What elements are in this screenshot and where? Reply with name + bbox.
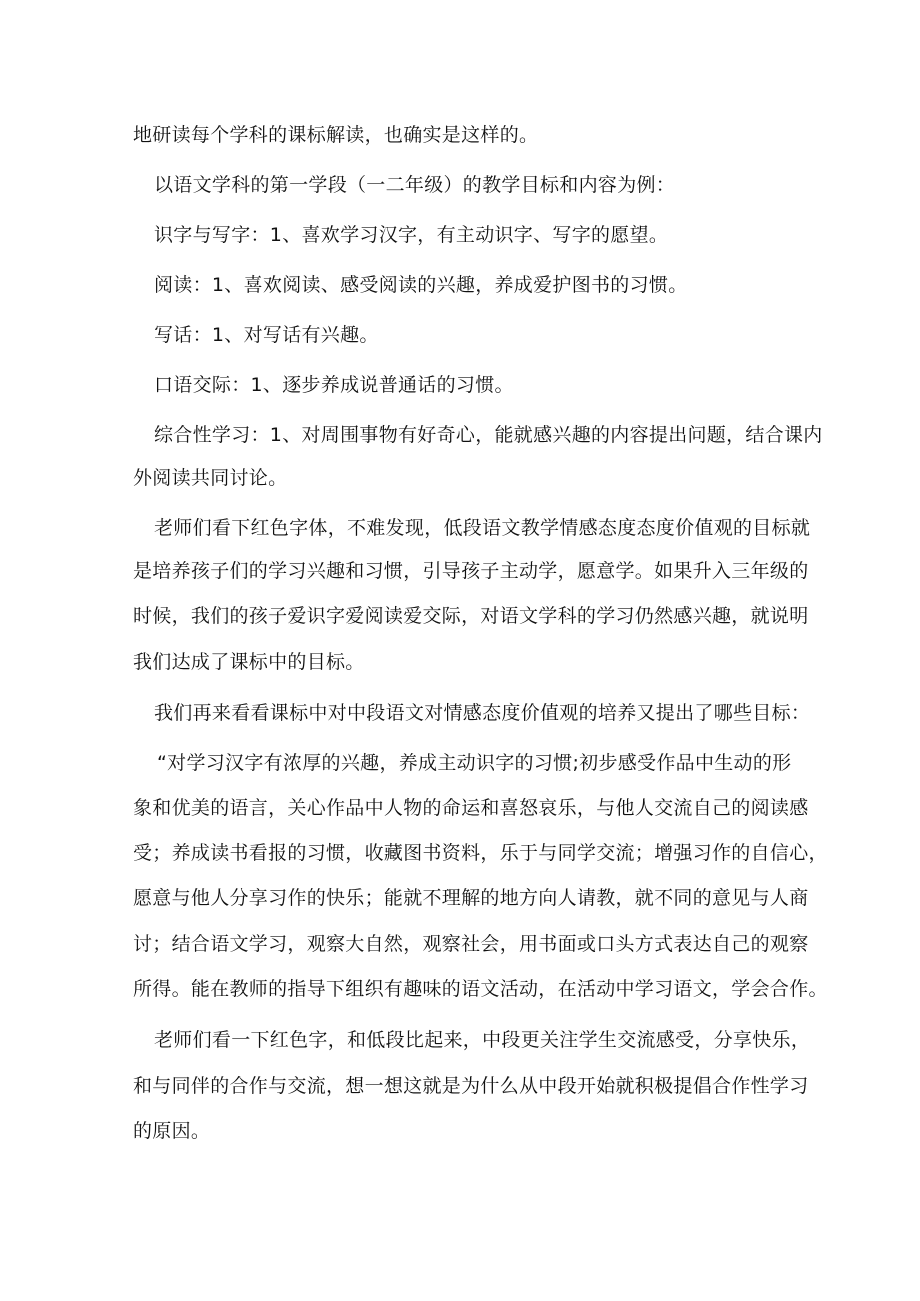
text-line: 老师们看一下红色字，和低段比起来，中段更关注学生交流感受，分享快乐，	[154, 1029, 811, 1051]
text-line: 识字与写字：1、喜欢学习汉字，有主动识字、写字的愿望。	[154, 224, 669, 246]
text-line: 受；养成读书看报的习惯，收藏图书资料，乐于与同学交流；增强习作的自信心，	[133, 842, 828, 864]
text-line: 和与同伴的合作与交流，想一想这就是为什么从中段开始就积极提倡合作性学习	[133, 1075, 809, 1097]
text-line: 外阅读共同讨论。	[133, 467, 288, 489]
text-line: 象和优美的语言，关心作品中人物的命运和喜怒哀乐，与他人交流自己的阅读感	[133, 797, 809, 819]
text-line: 的原因。	[133, 1120, 211, 1142]
text-line: 所得。能在教师的指导下组织有趣味的语文活动，在活动中学习语文，学会合作。	[133, 978, 828, 1000]
text-line: 写话：1、对写话有兴趣。	[154, 324, 379, 346]
text-line: 综合性学习：1、对周围事物有好奇心，能就感兴趣的内容提出问题，结合课内	[154, 424, 823, 446]
text-line: 是培养孩子们的学习兴趣和习惯，引导孩子主动学，愿意学。如果升入三年级的	[133, 560, 809, 582]
text-line: 以语文学科的第一学段（一二年级）的教学目标和内容为例：	[154, 174, 676, 196]
text-line: 口语交际：1、逐步养成说普通话的习惯。	[154, 374, 514, 396]
text-line: 地研读每个学科的课标解读，也确实是这样的。	[133, 124, 539, 146]
text-line: 讨；结合语文学习，观察大自然，观察社会，用书面或口头方式表达自己的观察	[133, 933, 809, 955]
text-line: 愿意与他人分享习作的快乐；能就不理解的地方向人请教，就不同的意见与人商	[133, 887, 809, 909]
text-line: 时候，我们的孩子爱识字爱阅读爱交际，对语文学科的学习仍然感兴趣，就说明	[133, 605, 809, 627]
text-line: 我们达成了课标中的目标。	[133, 651, 365, 673]
text-line: 我们再来看看课标中对中段语文对情感态度价值观的培养又提出了哪些目标：	[154, 702, 811, 724]
text-line: 阅读：1、喜欢阅读、感受阅读的兴趣，养成爱护图书的习惯。	[154, 274, 688, 296]
text-line: 老师们看下红色字体，不难发现，低段语文教学情感态度态度价值观的目标就	[154, 517, 811, 539]
text-line: “对学习汉字有浓厚的兴趣，养成主动识字的习惯;初步感受作品中生动的形	[157, 752, 792, 774]
